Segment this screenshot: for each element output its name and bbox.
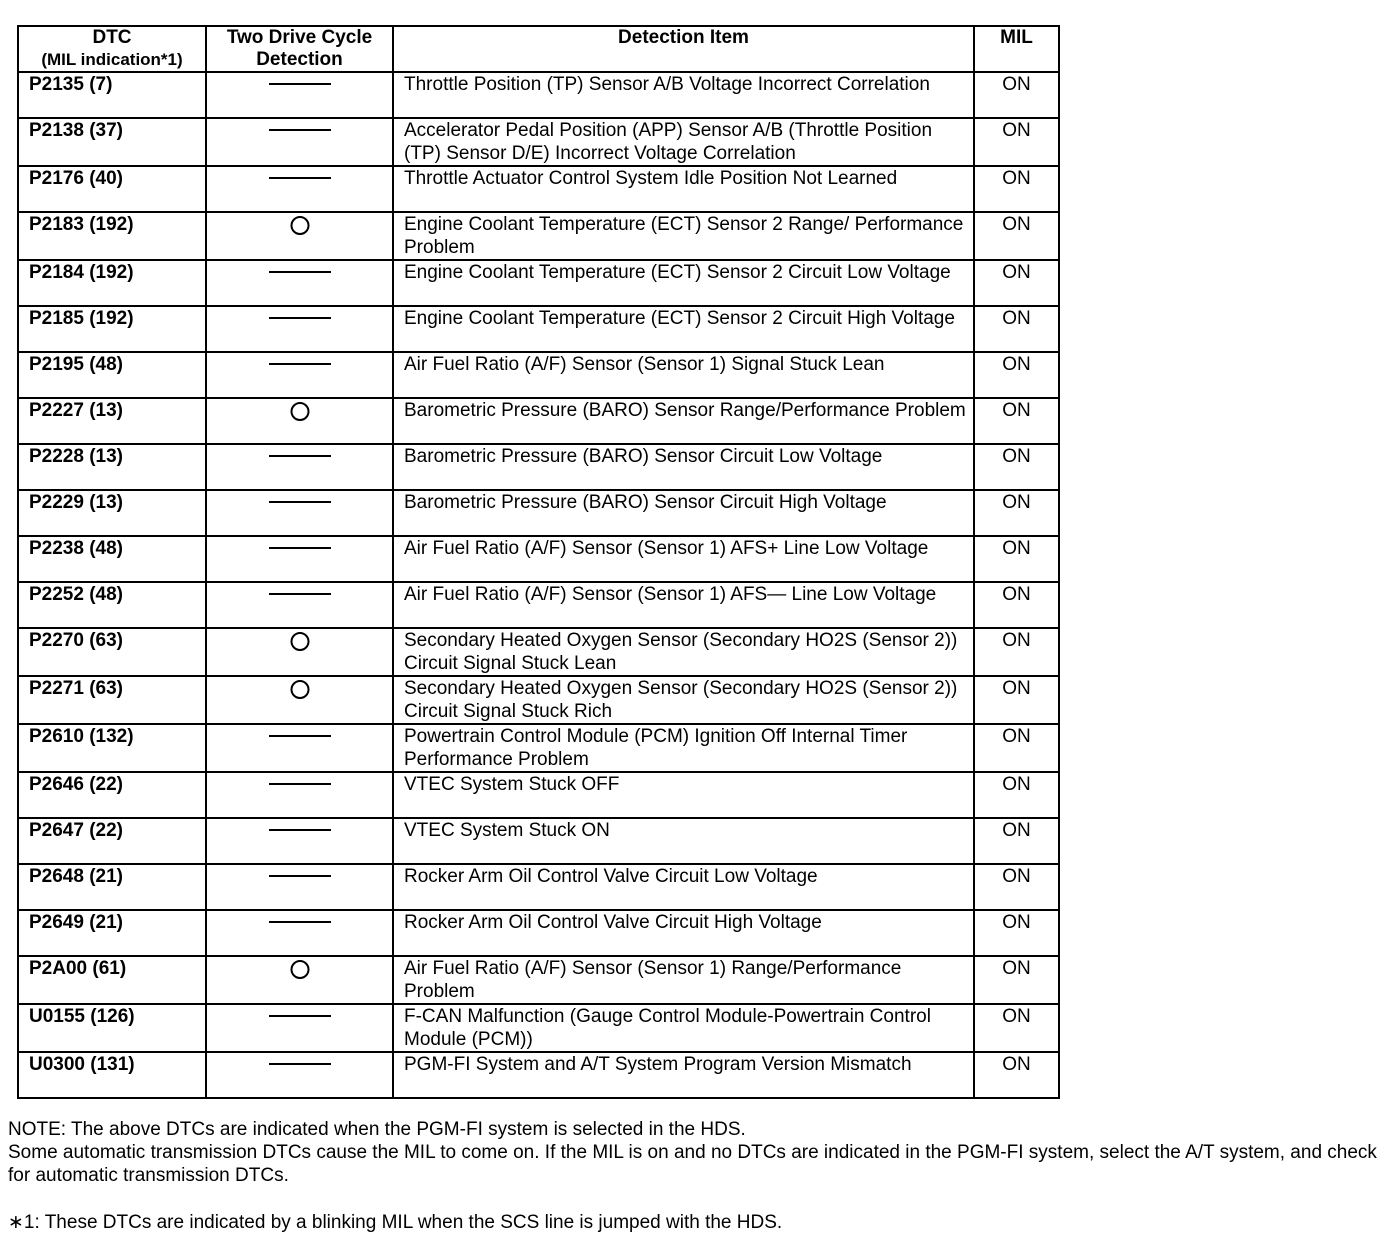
detection-item: Secondary Heated Oxygen Sensor (Secondary HO2S (Sensor 2)) Circuit Signal Stuck Rich: [393, 676, 974, 724]
dash-icon: [269, 177, 331, 179]
dash-icon: [269, 129, 331, 131]
dash-icon: [269, 317, 331, 319]
table-row: [18, 582, 1059, 628]
dtc-code: P2270 (63): [18, 628, 206, 676]
header-detection-item: Detection Item: [393, 26, 974, 72]
table-row: [18, 628, 1059, 676]
footnote: ∗1: These DTCs are indicated by a blinking MIL when the SCS line is jumped with the HDS.: [8, 1212, 783, 1233]
dash-icon: [269, 829, 331, 831]
dtc-code: P2227 (13): [18, 398, 206, 444]
dtc-code: P2184 (192): [18, 260, 206, 306]
mil-status: ON: [974, 1052, 1059, 1098]
table-row: [18, 72, 1059, 118]
mil-status: ON: [974, 1004, 1059, 1052]
dash-icon: [269, 1063, 331, 1065]
mil-status: ON: [974, 864, 1059, 910]
detection-item: Throttle Position (TP) Sensor A/B Voltage Incorrect Correlation: [393, 72, 974, 118]
table-row: [18, 772, 1059, 818]
detection-item: Rocker Arm Oil Control Valve Circuit High Voltage: [393, 910, 974, 956]
mil-status: ON: [974, 72, 1059, 118]
detection-item: Barometric Pressure (BARO) Sensor Circuit Low Voltage: [393, 444, 974, 490]
table-row: [18, 724, 1059, 772]
header-mil: MIL: [974, 26, 1059, 72]
two-drive-cycle-cell: [206, 956, 393, 1004]
mil-status: ON: [974, 536, 1059, 582]
detection-item: Engine Coolant Temperature (ECT) Sensor 2 Circuit High Voltage: [393, 306, 974, 352]
detection-item: Accelerator Pedal Position (APP) Sensor A/B (Throttle Position (TP) Sensor D/E) Incorrect Voltage Correlation: [393, 118, 974, 166]
mil-status: ON: [974, 818, 1059, 864]
two-drive-cycle-cell: [206, 166, 393, 212]
two-drive-cycle-cell: [206, 352, 393, 398]
note-line-2: Some automatic transmission DTCs cause the MIL to come on. If the MIL is on and no DTCs are indicated in the PGM-FI system, select the A/T system, and check for automatic transmission DTCs.: [8, 1142, 1377, 1186]
table-body: [18, 72, 1059, 1098]
table-row: [18, 1052, 1059, 1098]
dtc-code: P2252 (48): [18, 582, 206, 628]
detection-item: VTEC System Stuck OFF: [393, 772, 974, 818]
table-header-row: [18, 26, 1059, 72]
dtc-table: [17, 25, 1060, 1099]
table-row: [18, 118, 1059, 166]
table-row: [18, 956, 1059, 1004]
two-drive-cycle-cell: [206, 536, 393, 582]
detection-item: Secondary Heated Oxygen Sensor (Secondary HO2S (Sensor 2)) Circuit Signal Stuck Lean: [393, 628, 974, 676]
detection-item: F-CAN Malfunction (Gauge Control Module-Powertrain Control Module (PCM)): [393, 1004, 974, 1052]
two-drive-cycle-cell: [206, 582, 393, 628]
detection-item: Engine Coolant Temperature (ECT) Sensor 2 Range/ Performance Problem: [393, 212, 974, 260]
header-dtc-sub: (MIL indication*1): [41, 50, 183, 69]
detection-item: VTEC System Stuck ON: [393, 818, 974, 864]
dtc-code: U0300 (131): [18, 1052, 206, 1098]
mil-status: ON: [974, 260, 1059, 306]
mil-status: ON: [974, 956, 1059, 1004]
dash-icon: [269, 735, 331, 737]
table-row: [18, 818, 1059, 864]
table-row: [18, 166, 1059, 212]
table-row: [18, 398, 1059, 444]
dash-icon: [269, 83, 331, 85]
dtc-code: P2183 (192): [18, 212, 206, 260]
table-row: [18, 864, 1059, 910]
dtc-code: P2271 (63): [18, 676, 206, 724]
detection-item: Air Fuel Ratio (A/F) Sensor (Sensor 1) Signal Stuck Lean: [393, 352, 974, 398]
circle-icon: [290, 960, 309, 979]
mil-status: ON: [974, 628, 1059, 676]
detection-item: PGM-FI System and A/T System Program Version Mismatch: [393, 1052, 974, 1098]
dtc-code: P2238 (48): [18, 536, 206, 582]
two-drive-cycle-cell: [206, 444, 393, 490]
mil-status: ON: [974, 166, 1059, 212]
mil-status: ON: [974, 118, 1059, 166]
detection-item: Engine Coolant Temperature (ECT) Sensor 2 Circuit Low Voltage: [393, 260, 974, 306]
notes: [8, 1118, 1388, 1187]
dash-icon: [269, 875, 331, 877]
table-row: [18, 306, 1059, 352]
table-row: [18, 676, 1059, 724]
dash-icon: [269, 1015, 331, 1017]
dtc-code: P2195 (48): [18, 352, 206, 398]
dash-icon: [269, 363, 331, 365]
dtc-code: P2176 (40): [18, 166, 206, 212]
dash-icon: [269, 783, 331, 785]
dtc-code: P2185 (192): [18, 306, 206, 352]
two-drive-cycle-cell: [206, 910, 393, 956]
detection-item: Air Fuel Ratio (A/F) Sensor (Sensor 1) AFS+ Line Low Voltage: [393, 536, 974, 582]
table-row: [18, 260, 1059, 306]
dash-icon: [269, 921, 331, 923]
header-dtc-label: DTC: [92, 27, 132, 48]
mil-status: ON: [974, 772, 1059, 818]
dtc-code: P2A00 (61): [18, 956, 206, 1004]
dash-icon: [269, 501, 331, 503]
circle-icon: [290, 632, 309, 651]
mil-status: ON: [974, 910, 1059, 956]
dtc-code: P2135 (7): [18, 72, 206, 118]
circle-icon: [290, 680, 309, 699]
table-row: [18, 1004, 1059, 1052]
detection-item: Throttle Actuator Control System Idle Position Not Learned: [393, 166, 974, 212]
two-drive-cycle-cell: [206, 676, 393, 724]
dash-icon: [269, 271, 331, 273]
two-drive-cycle-cell: [206, 1004, 393, 1052]
dtc-code: P2646 (22): [18, 772, 206, 818]
header-two-drive-cycle: Two Drive Cycle Detection: [206, 26, 393, 72]
dtc-code: P2228 (13): [18, 444, 206, 490]
two-drive-cycle-cell: [206, 772, 393, 818]
detection-item: Powertrain Control Module (PCM) Ignition Off Internal Timer Performance Problem: [393, 724, 974, 772]
mil-status: ON: [974, 352, 1059, 398]
table-row: [18, 444, 1059, 490]
detection-item: Air Fuel Ratio (A/F) Sensor (Sensor 1) AFS— Line Low Voltage: [393, 582, 974, 628]
two-drive-cycle-cell: [206, 72, 393, 118]
circle-icon: [290, 402, 309, 421]
two-drive-cycle-cell: [206, 724, 393, 772]
table-row: [18, 490, 1059, 536]
dash-icon: [269, 547, 331, 549]
dtc-code: U0155 (126): [18, 1004, 206, 1052]
two-drive-cycle-cell: [206, 818, 393, 864]
mil-status: ON: [974, 676, 1059, 724]
mil-status: ON: [974, 490, 1059, 536]
dtc-code: P2138 (37): [18, 118, 206, 166]
table-row: [18, 352, 1059, 398]
two-drive-cycle-cell: [206, 628, 393, 676]
detection-item: Barometric Pressure (BARO) Sensor Circuit High Voltage: [393, 490, 974, 536]
two-drive-cycle-cell: [206, 490, 393, 536]
mil-status: ON: [974, 398, 1059, 444]
detection-item: Rocker Arm Oil Control Valve Circuit Low Voltage: [393, 864, 974, 910]
table-row: [18, 910, 1059, 956]
two-drive-cycle-cell: [206, 864, 393, 910]
two-drive-cycle-cell: [206, 212, 393, 260]
two-drive-cycle-cell: [206, 1052, 393, 1098]
mil-status: ON: [974, 582, 1059, 628]
dtc-code: P2229 (13): [18, 490, 206, 536]
two-drive-cycle-cell: [206, 260, 393, 306]
header-dtc: [18, 26, 206, 72]
table-row: [18, 536, 1059, 582]
note-line-1: NOTE: The above DTCs are indicated when the PGM-FI system is selected in the HDS.: [8, 1119, 746, 1140]
dtc-code: P2647 (22): [18, 818, 206, 864]
dtc-code: P2648 (21): [18, 864, 206, 910]
mil-status: ON: [974, 212, 1059, 260]
mil-status: ON: [974, 444, 1059, 490]
detection-item: Barometric Pressure (BARO) Sensor Range/Performance Problem: [393, 398, 974, 444]
dash-icon: [269, 455, 331, 457]
two-drive-cycle-cell: [206, 118, 393, 166]
two-drive-cycle-cell: [206, 398, 393, 444]
circle-icon: [290, 216, 309, 235]
dash-icon: [269, 593, 331, 595]
two-drive-cycle-cell: [206, 306, 393, 352]
mil-status: ON: [974, 306, 1059, 352]
detection-item: Air Fuel Ratio (A/F) Sensor (Sensor 1) Range/Performance Problem: [393, 956, 974, 1004]
table-row: [18, 212, 1059, 260]
dtc-code: P2649 (21): [18, 910, 206, 956]
dtc-code: P2610 (132): [18, 724, 206, 772]
mil-status: ON: [974, 724, 1059, 772]
